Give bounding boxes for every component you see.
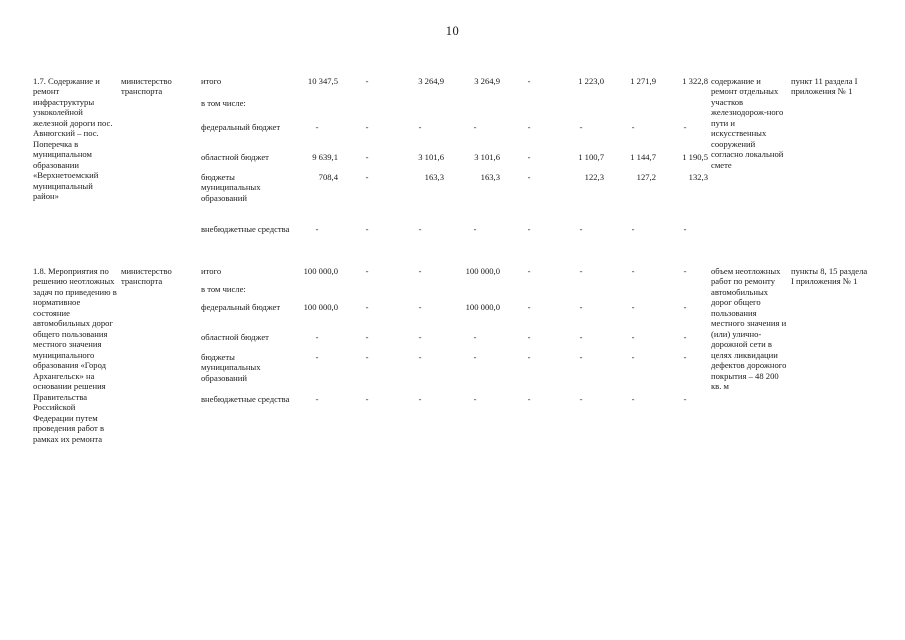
- value-year: -: [365, 394, 369, 404]
- funding-label: внебюджетные средства: [201, 394, 290, 404]
- value-year: -: [418, 394, 422, 404]
- table-row: [33, 266, 873, 284]
- value-year: -: [527, 224, 531, 234]
- value-year: 3 101,6: [474, 152, 500, 162]
- value-year: 122,3: [584, 172, 604, 182]
- value-year: -: [418, 302, 422, 312]
- value-total: 100 000,0: [303, 266, 338, 276]
- value-year: -: [418, 224, 422, 234]
- executor: министерство транспорта: [121, 76, 172, 97]
- funding-label: в том числе:: [201, 98, 246, 108]
- value-year: -: [418, 332, 422, 342]
- value-year: -: [579, 352, 583, 362]
- value-year: -: [365, 122, 369, 132]
- value-total: -: [315, 394, 319, 404]
- value-total: -: [315, 224, 319, 234]
- activity-name: 1.8. Мероприятия по решению неотложных задач по приведению в нормативное состояние автомобильных дорог общего пользования местного значения муниципального образования «Город Архангельск» на основании решения Правительства Российской Федерации путем проведения работ в рамках их ремонта: [33, 266, 117, 444]
- funding-label: бюджеты муниципальных образований: [201, 172, 261, 203]
- value-year: 1 100,7: [578, 152, 604, 162]
- value-year: -: [365, 152, 369, 162]
- funding-label: бюджеты муниципальных образований: [201, 352, 261, 383]
- value-year: -: [473, 394, 477, 404]
- value-year: -: [527, 122, 531, 132]
- basis-reference: пункт 11 раздела I приложения № 1: [791, 76, 858, 97]
- value-year: -: [631, 302, 635, 312]
- activity-name: 1.7. Содержание и ремонт инфраструктуры узкоколейной железной дороги пос. Авнюгский – пос. Поперечка в муниципальном образовании «Верхнетоемский муниципальный район»: [33, 76, 113, 202]
- value-year: 3 101,6: [418, 152, 444, 162]
- value-year: -: [631, 266, 635, 276]
- value-year: -: [683, 266, 687, 276]
- value-year: 127,2: [636, 172, 656, 182]
- basis-reference: пункты 8, 15 раздела I приложения № 1: [791, 266, 868, 287]
- table-row: [33, 76, 873, 98]
- value-year: -: [579, 394, 583, 404]
- value-total: 9 639,1: [312, 152, 338, 162]
- value-year: -: [473, 352, 477, 362]
- value-year: -: [631, 352, 635, 362]
- funding-label: областной бюджет: [201, 152, 269, 162]
- value-year: -: [473, 122, 477, 132]
- value-total: 100 000,0: [303, 302, 338, 312]
- value-year: -: [365, 332, 369, 342]
- value-year: -: [631, 394, 635, 404]
- value-year: -: [683, 394, 687, 404]
- value-year: -: [683, 332, 687, 342]
- funding-label: федеральный бюджет: [201, 302, 281, 312]
- value-year: -: [418, 122, 422, 132]
- value-year: -: [473, 332, 477, 342]
- value-year: -: [527, 332, 531, 342]
- value-year: -: [527, 352, 531, 362]
- value-year: -: [579, 224, 583, 234]
- value-year: 163,3: [480, 172, 500, 182]
- value-year: -: [365, 302, 369, 312]
- value-year: -: [683, 122, 687, 132]
- value-year: -: [527, 266, 531, 276]
- value-year: 100 000,0: [465, 302, 500, 312]
- value-year: 1 322,8: [682, 76, 708, 86]
- value-year: 100 000,0: [465, 266, 500, 276]
- value-year: -: [683, 302, 687, 312]
- page-number: 10: [445, 24, 460, 38]
- program-table: [33, 76, 873, 534]
- value-year: -: [579, 122, 583, 132]
- value-total: -: [315, 122, 319, 132]
- value-total: -: [315, 352, 319, 362]
- value-total: 10 347,5: [307, 76, 338, 86]
- funding-label: областной бюджет: [201, 332, 269, 342]
- value-year: 1 223,0: [578, 76, 604, 86]
- value-year: 163,3: [424, 172, 444, 182]
- value-total: 708,4: [318, 172, 338, 182]
- value-year: -: [527, 302, 531, 312]
- expected-result: содержание и ремонт отдельных участков железнодорож-ного пути и искусственных сооружений согласно локальной смете: [711, 76, 784, 170]
- value-year: -: [631, 224, 635, 234]
- value-year: 1 144,7: [630, 152, 656, 162]
- value-year: 1 190,5: [682, 152, 708, 162]
- value-year: 3 264,9: [418, 76, 444, 86]
- value-year: -: [365, 266, 369, 276]
- value-year: -: [527, 76, 531, 86]
- value-year: -: [631, 122, 635, 132]
- funding-label: итого: [201, 76, 222, 86]
- value-year: -: [527, 172, 531, 182]
- value-year: -: [418, 352, 422, 362]
- value-year: -: [527, 152, 531, 162]
- funding-label: федеральный бюджет: [201, 122, 281, 132]
- value-year: -: [579, 266, 583, 276]
- value-year: 3 264,9: [474, 76, 500, 86]
- value-year: 1 271,9: [630, 76, 656, 86]
- value-year: -: [418, 266, 422, 276]
- value-total: -: [315, 332, 319, 342]
- funding-label: в том числе:: [201, 284, 246, 294]
- funding-label: итого: [201, 266, 222, 276]
- value-year: -: [365, 352, 369, 362]
- funding-label: внебюджетные средства: [201, 224, 290, 234]
- value-year: -: [579, 332, 583, 342]
- value-year: -: [473, 224, 477, 234]
- expected-result: объем неотложных работ по ремонту автомобильных дорог общего пользования местного значения и (или) улично-дорожной сети в целях ликвидации дефектов дорожного покрытия – 48 200 кв. м: [711, 266, 787, 392]
- value-year: -: [527, 394, 531, 404]
- value-year: -: [365, 172, 369, 182]
- value-year: -: [631, 332, 635, 342]
- value-year: -: [365, 224, 369, 234]
- value-year: -: [579, 302, 583, 312]
- value-year: -: [365, 76, 369, 86]
- executor: министерство транспорта: [121, 266, 172, 287]
- value-year: 132,3: [688, 172, 708, 182]
- value-year: -: [683, 352, 687, 362]
- value-year: -: [683, 224, 687, 234]
